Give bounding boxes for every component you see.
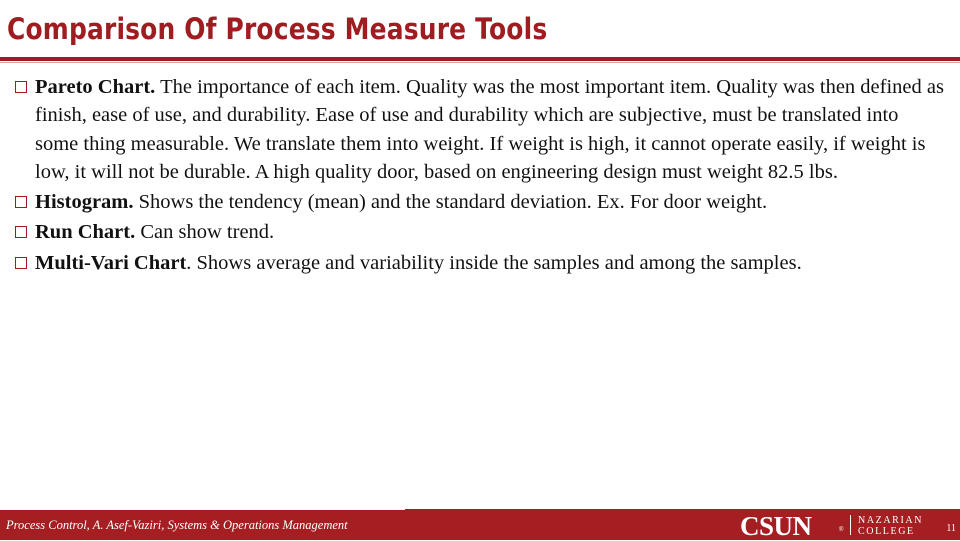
bullet-term: Run Chart. xyxy=(35,221,136,244)
page-number: 11 xyxy=(946,523,956,534)
title-underline-shadow xyxy=(0,62,960,63)
footer-bar xyxy=(0,510,960,540)
bullet-item-run-chart xyxy=(0,218,960,246)
bullet-text: . Shows average and variability inside the samples and among the samples. xyxy=(186,251,802,274)
registered-mark: ® xyxy=(839,527,844,533)
bullet-item-pareto xyxy=(0,73,960,186)
bullet-item-multi-vari xyxy=(0,249,960,277)
bullet-text: Shows the tendency (mean) and the standard deviation. Ex. For door weight. xyxy=(133,191,768,214)
college-logo-text xyxy=(858,515,923,537)
logo-divider xyxy=(850,515,851,535)
hollow-square-bullet-icon xyxy=(15,226,27,238)
bullet-list xyxy=(0,73,960,277)
hollow-square-bullet-icon xyxy=(15,81,27,93)
hollow-square-bullet-icon xyxy=(15,196,27,208)
slide-title: Comparison Of Process Measure Tools xyxy=(7,12,548,46)
bullet-item-histogram xyxy=(0,188,960,216)
csun-logo-text: CSUN xyxy=(740,511,812,541)
bullet-term: Multi-Vari Chart xyxy=(35,251,187,274)
college-line-2: COLLEGE xyxy=(858,526,915,537)
footer-citation: Process Control, A. Asef-Vaziri, Systems & Operations Management xyxy=(6,518,348,532)
bullet-term: Pareto Chart. xyxy=(35,76,156,98)
college-line-1: NAZARIAN xyxy=(858,515,924,526)
bullet-term: Histogram. xyxy=(35,191,134,214)
bullet-text: The importance of each item. Quality was the most important item. Quality was then defined as finish, ease of use, and durability. Ease of use and durability which are subjective, must be translated into some thing measurable. We translate them into weight. If weight is high, it cannot operate easily, if weight is low, it will not be durable. A high quality door, based on engineering design must weight 82.5 lbs. xyxy=(35,76,944,183)
bullet-text: Can show trend. xyxy=(135,221,275,244)
hollow-square-bullet-icon xyxy=(15,257,27,269)
title-underline xyxy=(0,57,960,61)
